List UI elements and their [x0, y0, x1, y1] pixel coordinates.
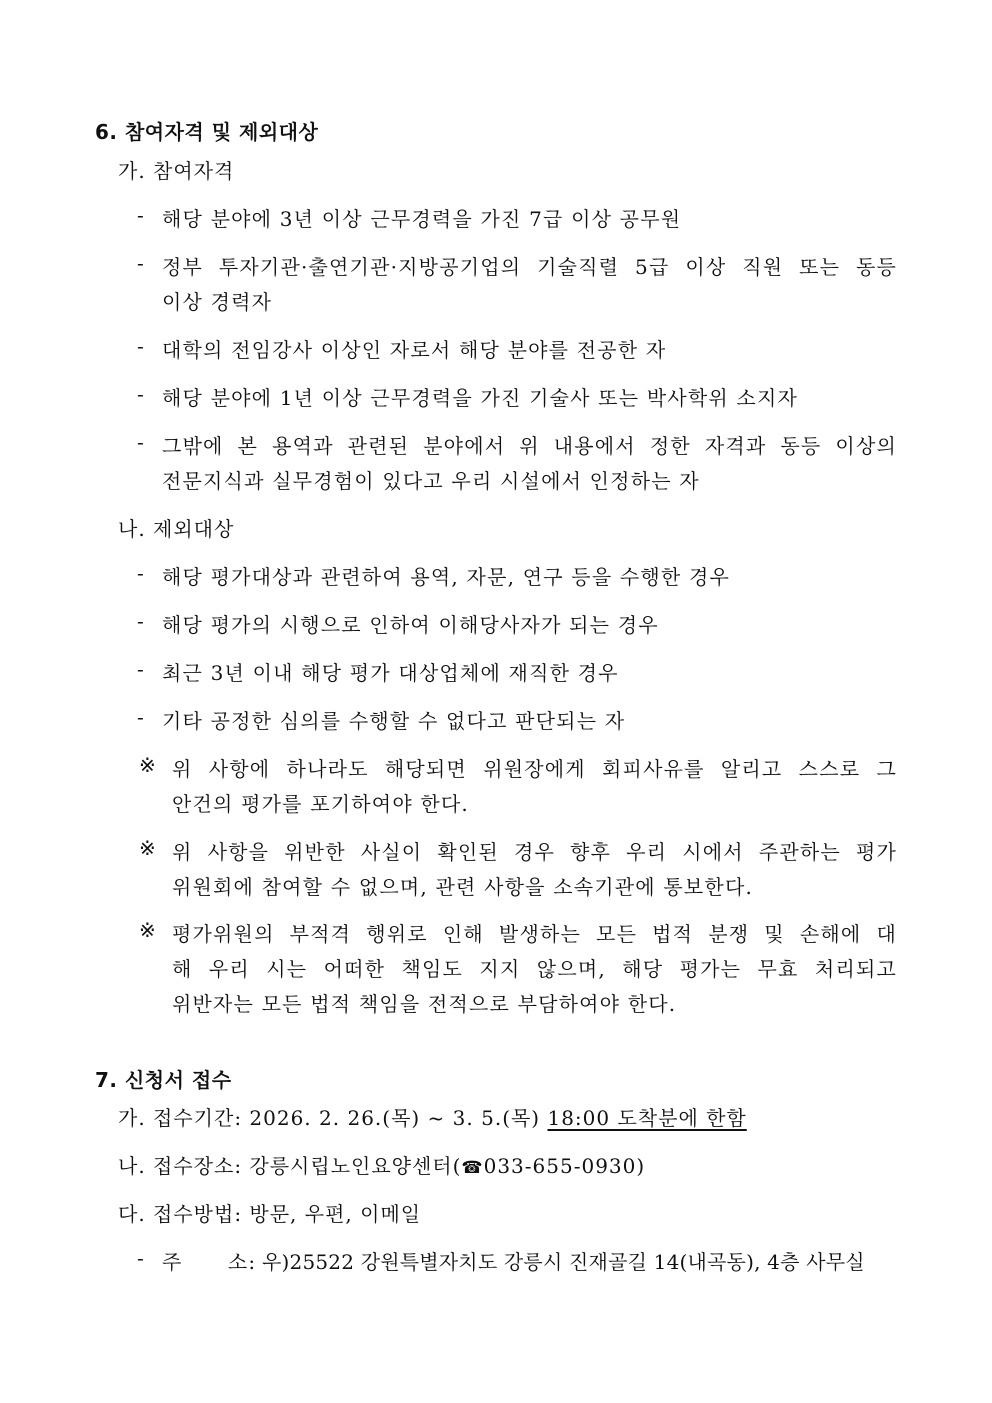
bullet-dash: - [137, 334, 145, 358]
note-text: 평가위원의 부적격 행위로 인해 발생하는 모든 법적 분쟁 및 손해에 대 [172, 922, 897, 946]
list-item: 해당 평가의 시행으로 인하여 이해당사자가 되는 경우 [162, 613, 659, 637]
list-item: 기타 공정한 심의를 수행할 수 없다고 판단되는 자 [162, 709, 626, 733]
bullet-dash: - [137, 609, 145, 633]
address-value: 우)25522 강원특별자치도 강릉시 진재골길 14(내곡동), 4층 사무실 [262, 1250, 865, 1274]
list-item: 해당 평가대상과 관련하여 용역, 자문, 연구 등을 수행한 경우 [162, 565, 731, 589]
receipt-place [118, 1150, 645, 1179]
bullet-dash: - [137, 657, 145, 681]
bullet-dash: - [137, 251, 145, 275]
section-7-heading: 7. 신청서 접수 [95, 1068, 232, 1092]
list-item: 최근 3년 이내 해당 평가 대상업체에 재직한 경우 [162, 661, 619, 685]
note-text-continuation: 안건의 평가를 포기하여야 한다. [172, 792, 469, 816]
bullet-dash: - [137, 1246, 145, 1270]
list-item-continuation: 이상 경력자 [162, 290, 273, 314]
note-text-continuation: 해 우리 시는 어떠한 책임도 지지 않으며, 해당 평가는 무효 처리되고 [172, 957, 897, 981]
note-text: 위 사항을 위반한 사실이 확인된 경우 향후 우리 시에서 주관하는 평가 [172, 840, 897, 864]
note-mark: ※ [139, 836, 157, 860]
address-label: 주 소: [162, 1250, 257, 1274]
bullet-dash: - [137, 561, 145, 585]
list-item: 해당 분야에 3년 이상 근무경력을 가진 7급 이상 공무원 [162, 207, 682, 231]
bullet-dash: - [137, 430, 145, 454]
note-mark: ※ [139, 918, 157, 942]
bullet-dash: - [137, 705, 145, 729]
note-text-continuation: 위원회에 참여할 수 없으며, 관련 사항을 소속기관에 통보한다. [172, 875, 754, 899]
note-mark: ※ [139, 753, 157, 777]
list-item: 정부 투자기관·출연기관·지방공기업의 기술직렬 5급 이상 직원 또는 동등 [162, 255, 897, 279]
receipt-period [118, 1102, 747, 1131]
list-item-continuation: 전문지식과 실무경험이 있다고 우리 시설에서 인정하는 자 [162, 469, 700, 493]
note-text-continuation: 위반자는 모든 법적 책임을 전적으로 부담하여야 한다. [172, 992, 677, 1016]
list-item: 해당 분야에 1년 이상 근무경력을 가진 기술사 또는 박사학위 소지자 [162, 386, 798, 410]
sub-heading-ga: 가. 참여자격 [118, 159, 235, 183]
bullet-dash: - [137, 382, 145, 406]
sub-heading-na: 나. 제외대상 [118, 517, 235, 541]
receipt-period-text: 가. 접수기간: 2026. 2. 26.(목) ~ 3. 5.(목) [118, 1106, 548, 1130]
section-6-heading: 6. 참여자격 및 제외대상 [95, 120, 319, 144]
list-item: 대학의 전임강사 이상인 자로서 해당 분야를 전공한 자 [162, 338, 667, 362]
bullet-dash: - [137, 203, 145, 227]
receipt-method: 다. 접수방법: 방문, 우편, 이메일 [118, 1202, 422, 1226]
receipt-deadline: 18:00 도착분에 한함 [547, 1106, 747, 1130]
note-text: 위 사항에 하나라도 해당되면 위원장에게 회피사유를 알리고 스스로 그 [172, 757, 897, 781]
list-item: 그밖에 본 용역과 관련된 분야에서 위 내용에서 정한 자격과 동등 이상의 [162, 434, 897, 458]
receipt-place-text: 나. 접수장소: 강릉시립노인요양센터( [118, 1154, 462, 1178]
phone-icon: ☎ [461, 1158, 484, 1178]
receipt-phone: 033-655-0930) [483, 1154, 646, 1178]
